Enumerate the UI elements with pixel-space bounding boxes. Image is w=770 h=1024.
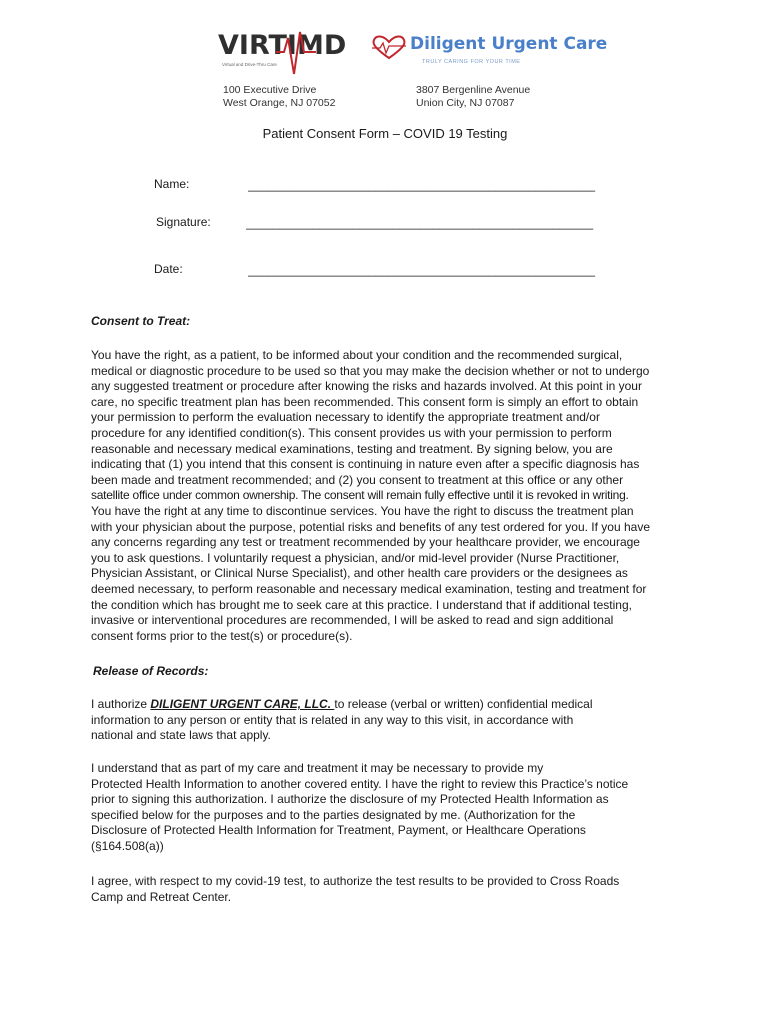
text-line: consent forms prior to the test(s) or procedure(s). [91, 628, 353, 643]
text-line: procedure for any identified condition(s). This consent provides us with your permission to perform [91, 425, 612, 440]
virtimd-tagline: Virtual and Drive-Thru Care [222, 62, 277, 67]
text-line: prior to signing this authorization. I authorize the disclosure of my Protected Health Information as [91, 792, 609, 807]
text-line: I agree, with respect to my covid-19 test, to authorize the test results to be provided to Cross Roads [91, 874, 620, 888]
form-title: Patient Consent Form – COVID 19 Testing [262, 126, 508, 141]
text-line: any concerns regarding any test or treatment recommended by your healthcare provider, we encourage [91, 535, 640, 550]
text-line: You have the right, as a patient, to be informed about your condition and the recommended surgical, [91, 348, 623, 362]
text-line: Disclosure of Protected Health Information for Treatment, Payment, or Healthcare Operations [91, 823, 586, 838]
text-line: invasive or interventional procedures are recommended, I will be asked to read and sign additional [91, 613, 614, 628]
text-line: Protected Health Information to another covered entity. I have the right to review this Practice’s notice [91, 776, 629, 791]
text-line: the condition which has brought me to seek care at this practice. I understand that if additional testing, [91, 597, 632, 612]
text-line: you to ask questions. I voluntarily request a physician, and/or mid-level provider (Nurse Practitioner, [91, 550, 620, 565]
text-line: reasonable and necessary medical examinations, testing and treatment. By signing below, you are [91, 441, 613, 456]
virtimd-wordmark: VIRTIMD [218, 30, 347, 61]
signature-field[interactable]: ____________________________________________________ [246, 216, 594, 230]
text-fragment: I authorize [91, 697, 151, 711]
address-line: West Orange, NJ 07052 [223, 97, 336, 109]
release-paragraph-authorize [91, 697, 593, 744]
address-union-city [416, 84, 530, 110]
text-line: You have the right at any time to discontinue services. You have the right to discuss the treatment plan [91, 503, 634, 518]
text-line: been made and treatment recommended; and (2) you consent to treatment at this office or any other [91, 472, 624, 487]
signature-label: Signature: [156, 215, 211, 229]
text-line: national and state laws that apply. [91, 728, 271, 743]
diligent-wordmark: Diligent Urgent Care [410, 34, 608, 54]
address-line: Union City, NJ 07087 [416, 97, 515, 109]
release-paragraph-phi [91, 761, 628, 855]
text-line: (§164.508(a)) [91, 838, 164, 853]
company-name: DILIGENT URGENT CARE, LLC. [150, 697, 335, 711]
text-line: medical or diagnostic procedure to be used so that you may make the decision whether or not to undergo [91, 363, 650, 378]
text-line: care, no specific treatment plan has been recommended. This consent form is simply an effort to obtain [91, 394, 639, 409]
text-line: satellite office under common ownership. The consent will remain fully effective until it is revoked in writing. [91, 488, 629, 503]
heart-stethoscope-icon [370, 34, 408, 60]
address-line: 100 Executive Drive [223, 84, 317, 96]
consent-heading: Consent to Treat: [91, 314, 191, 328]
text-line: your permission to perform the evaluation necessary to identify the appropriate treatment and/or [91, 410, 600, 425]
name-label: Name: [154, 177, 190, 191]
text-line: specified below for the purposes and to the parties designated by me. (Authorization for the [91, 807, 576, 822]
text-fragment: to release (verbal or written) confidential medical [334, 697, 593, 711]
virtimd-logo [218, 30, 347, 80]
text-line: Physician Assistant, or Clinical Nurse Specialist), and other health care providers or the designees as [91, 566, 628, 581]
date-field[interactable]: ____________________________________________________ [248, 263, 596, 277]
date-label: Date: [154, 262, 183, 276]
text-line [91, 697, 593, 713]
text-line: Camp and Retreat Center. [91, 889, 232, 904]
text-line: with your physician about the purpose, potential risks and benefits of any test ordered for you. If you have [91, 519, 650, 534]
text-line: deemed necessary, to perform reasonable and necessary medical examination, testing and treatment for [91, 581, 647, 596]
name-field[interactable]: ____________________________________________________ [248, 178, 596, 192]
diligent-urgent-care-logo [370, 32, 608, 72]
heartbeat-pulse-icon [276, 28, 316, 80]
address-line: 3807 Bergenline Avenue [416, 84, 531, 96]
text-line: information to any person or entity that is related in any way to this visit, in accordance with [91, 712, 574, 727]
consent-paragraph [91, 348, 650, 644]
text-line: indicating that (1) you intend that this consent is continuing in nature even after a specific diagnosis has [91, 457, 640, 472]
release-heading: Release of Records: [93, 664, 209, 678]
diligent-tagline: TRULY CARING FOR YOUR TIME [422, 59, 521, 65]
address-west-orange [223, 84, 335, 110]
text-line: I understand that as part of my care and treatment it may be necessary to provide my [91, 761, 544, 775]
text-line: any suggested treatment or procedure after knowing the risks and hazards involved. At this point in your [91, 379, 642, 394]
release-paragraph-covid-results [91, 874, 619, 905]
